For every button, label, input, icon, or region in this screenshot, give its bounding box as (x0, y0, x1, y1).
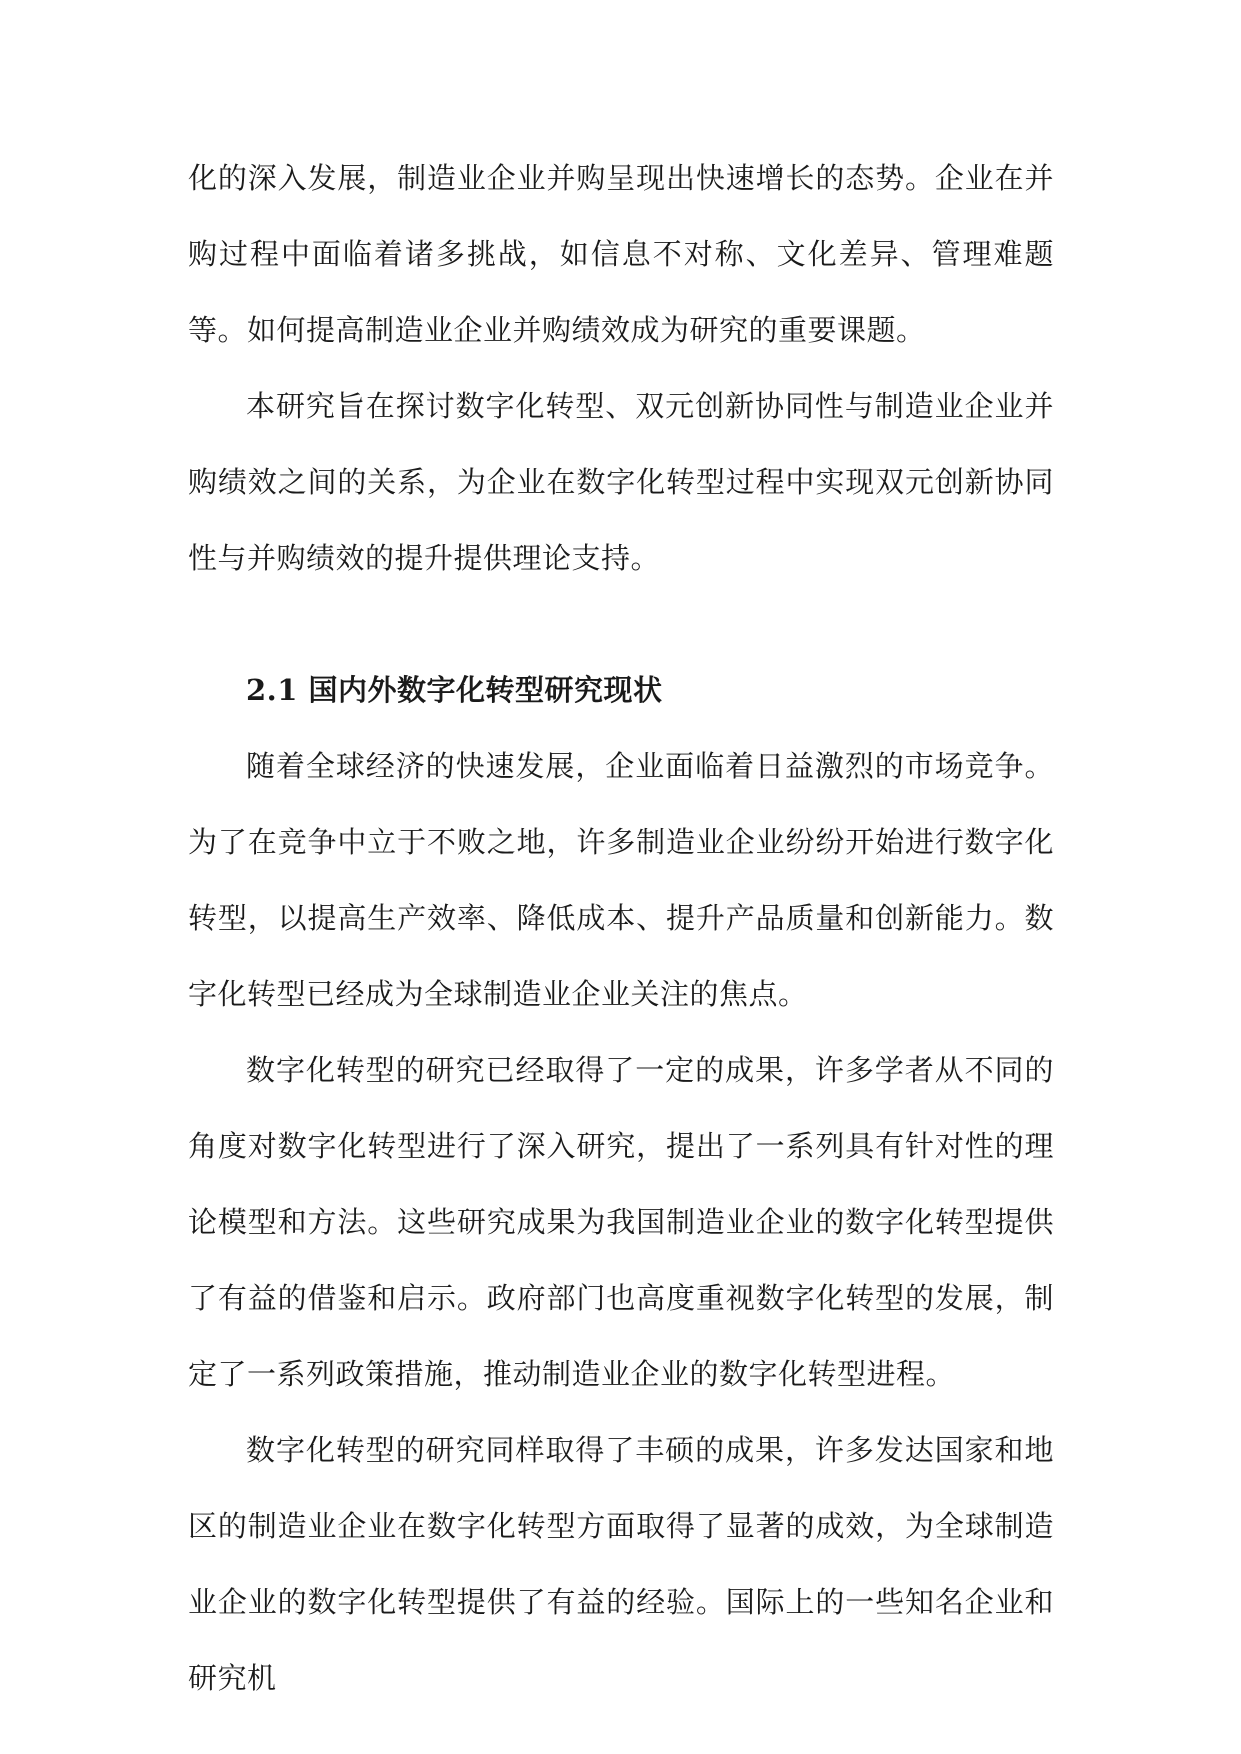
paragraph-continuation: 化的深入发展，制造业企业并购呈现出快速增长的态势。企业在并购过程中面临着诸多挑战，如信息不对称、文化差异、管理难题等。如何提高制造业企业并购绩效成为研究的重要课题。 (188, 161, 1054, 347)
paragraph-international-research: 数字化转型的研究同样取得了丰硕的成果，许多发达国家和地区的制造业企业在数字化转型方面取得了显著的成效，为全球制造业企业的数字化转型提供了有益的经验。国际上的一些知名企业和研究机 (188, 1433, 1054, 1695)
section-heading: 2.1 国内外数字化转型研究现状 (246, 673, 663, 707)
document-page (188, 140, 1054, 1716)
paragraph-research-aim: 本研究旨在探讨数字化转型、双元创新协同性与制造业企业并购绩效之间的关系，为企业在数字化转型过程中实现双元创新协同性与并购绩效的提升提供理论支持。 (188, 389, 1054, 575)
paragraph-domestic-research: 数字化转型的研究已经取得了一定的成果，许多学者从不同的角度对数字化转型进行了深入研究，提出了一系列具有针对性的理论模型和方法。这些研究成果为我国制造业企业的数字化转型提供了有益的借鉴和启示。政府部门也高度重视数字化转型的发展，制定了一系列政策措施，推动制造业企业的数字化转型进程。 (188, 1053, 1054, 1391)
paragraph-background: 随着全球经济的快速发展，企业面临着日益激烈的市场竞争。为了在竞争中立于不败之地，许多制造业企业纷纷开始进行数字化转型，以提高生产效率、降低成本、提升产品质量和创新能力。数字化转型已经成为全球制造业企业关注的焦点。 (188, 749, 1054, 1011)
